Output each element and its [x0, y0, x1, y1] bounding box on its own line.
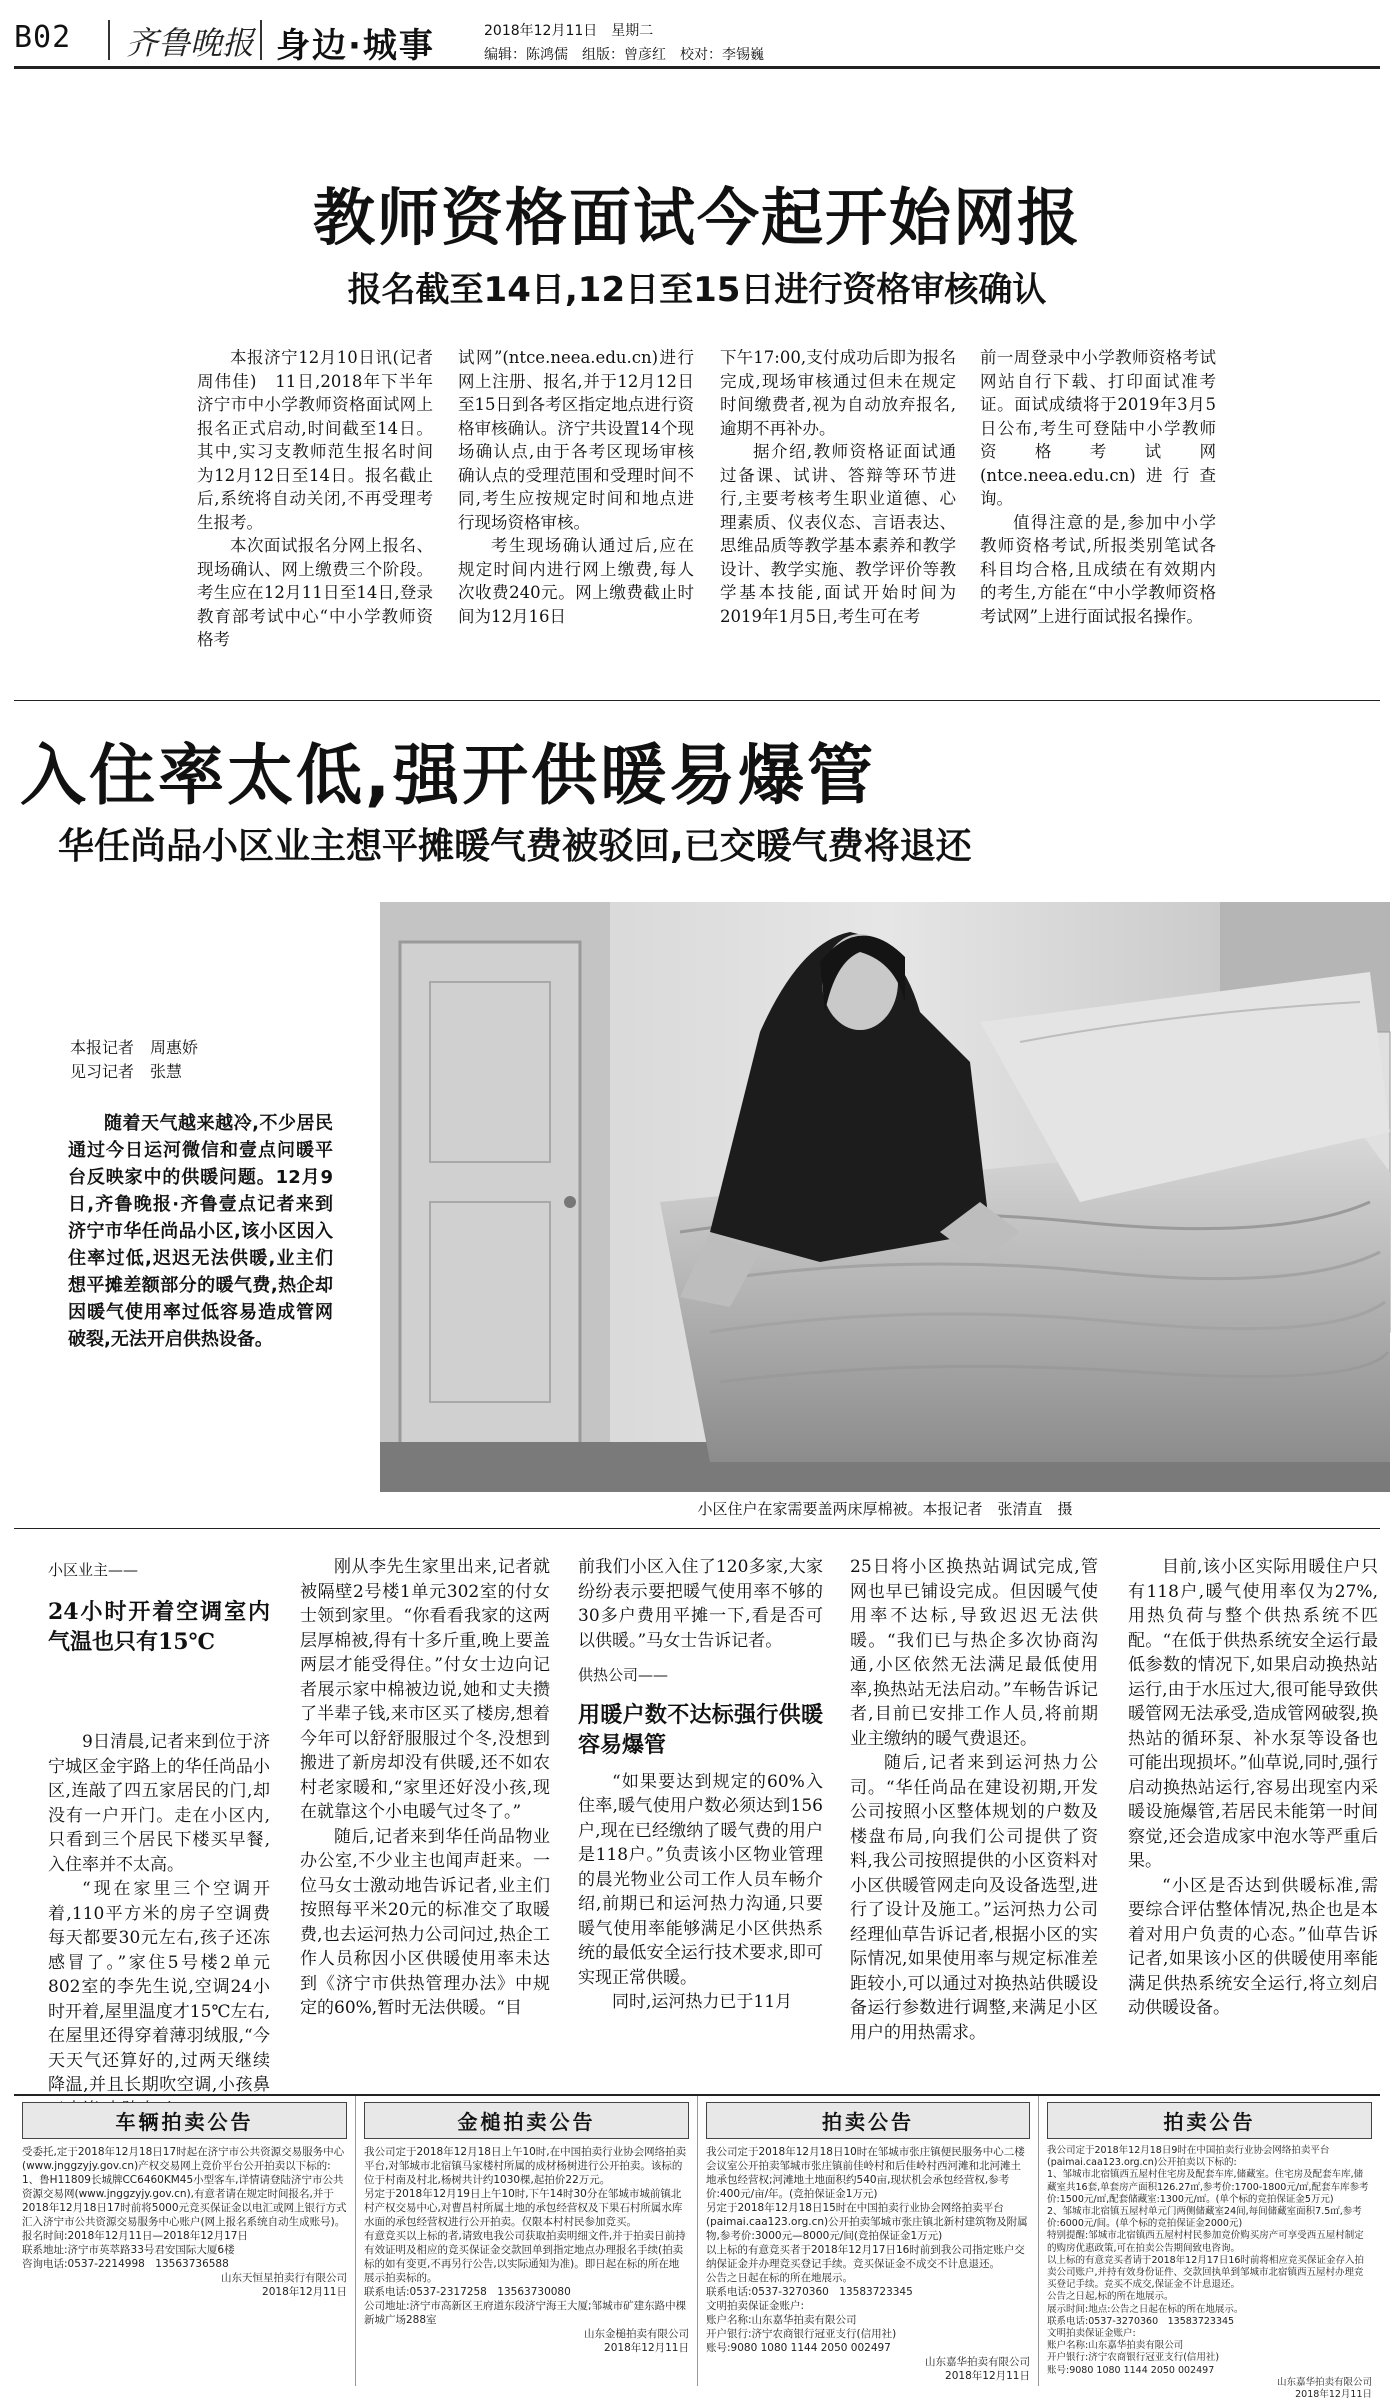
subheadline-heating: 用暖户数不达标强行供暖容易爆管 [578, 1701, 823, 1758]
article2-headline: 入住率太低,强开供暖易爆管 [20, 737, 877, 814]
photo-caption: 小区住户在家需要盖两床厚棉被。本报记者 张清直 摄 [697, 1500, 1073, 1518]
paragraph: 本报济宁12月10日讯(记者 周伟佳) 11日,2018年下半年济宁市中小学教师资格面试网上报名正式启动,时间截至14日。其中,实习支教师范生报名时间为12月12日至14日。报名截止后,系统将自动关闭,不再受理考生报考。 [197, 348, 450, 532]
byline-intern: 见习记者 张慧 [70, 1062, 183, 1081]
article2-column-3 [578, 1555, 823, 2015]
paragraph: 目前,该小区实际用暖住户只有118户,暖气使用率仅为27%,用热负荷与整个供热系统不匹配。“在低于供热系统安全运行最低参数的情况下,如果启动换热站运行,由于水压过大,很可能导致供暖管网无法承受,造成管网破裂,换热站的循环泵、补水泵等设备也可能出现损坏。”仙草说,同时,强行启动换热站运行,容易出现室内采暖设施爆管,若居民未能第一时间察觉,还会造成家中泡水等严重后果。 [1128, 1557, 1378, 1871]
notice-line: 账号:9080 1080 1144 2050 002497 [706, 2342, 891, 2354]
article1-column-2 [458, 346, 694, 628]
notice-line: 2018年12月11日 [1295, 2389, 1372, 2401]
article1-column-4 [980, 346, 1216, 628]
header-rule [14, 66, 1380, 69]
notice-line: 我公司定于2018年12月18日10时在邹城市张庄镇便民服务中心二楼会议室公开拍卖邹城市张庄镇前佳岭村和后佳岭村西河滩和北河滩土地承包经营权;河滩地土地面积约540亩,现状机会承包经营权,参考价:400元/亩/年。(竞拍保证金1万元) [706, 2146, 1025, 2200]
notice-line: 联系电话:0537-3270360 13583723345 [706, 2286, 913, 2298]
photo-illustration [380, 902, 1390, 1492]
paragraph: 25日将小区换热站调试完成,管网也早已铺设完成。但因暖气使用率不达标,导致迟迟无法供暖。“我们已与热企多次协商沟通,小区依然无法满足最低使用率,换热站无法启动。”车畅告诉记者,目前已安排工作人员,将前期业主缴纳的暖气费退还。 [850, 1557, 1098, 1749]
notice-line: 1、邹城市北宿镇西五屋村住宅房及配套车库,储藏室。住宅房及配套车库,储藏室共16套,单套房产面积126.27㎡,参考价:1700-1800元/㎡,配套车库参考价:1500元/㎡,配套储藏室:1300元/㎡。(单个标的竞拍保证金5万元) [1047, 2169, 1369, 2205]
subheadline-owner: 24小时开着空调室内气温也只有15℃ [48, 1598, 270, 1655]
notice-line: 受委托,定于2018年12月18日17时起在济宁市公共资源交易服务中心(www.jnggzyjy.gov.cn)产权交易网上竞价平台公开拍卖以下标的: [22, 2146, 345, 2172]
notice-jinchui-auction [356, 2096, 698, 2386]
notice-line: 开户银行:济宁农商银行冠亚支行(信用社) [706, 2328, 897, 2340]
masthead-divider [260, 20, 262, 60]
paragraph: 考生现场确认通过后,应在规定时间内进行网上缴费,每人次收费240元。网上缴费截止时间为12月16日 [458, 536, 694, 626]
page-number: B02 [14, 20, 72, 55]
paragraph: “现在家里三个空调开着,110平方米的房子空调费每天都要30元左右,孩子还冻感冒了。”家住5号楼2单元802室的李先生说,空调24小时开着,屋里温度才15℃左右,在屋里还得穿着薄羽绒服,“今天天气还算好的,过两天继续降温,并且长期吹空调,小孩鼻 [48, 1879, 270, 2095]
article2-subheadline: 华任尚品小区业主想平摊暖气费被驳回,已交暖气费将退还 [58, 826, 972, 867]
auction-notices [14, 2094, 1380, 2401]
paragraph: 值得注意的是,参加中小学教师资格考试,所报类别笔试各科目均合格,且成绩在有效期内的考生,方能在“中小学教师资格考试网”上进行面试报名操作。 [980, 512, 1216, 626]
byline-reporter: 本报记者 周惠娇 [70, 1038, 199, 1057]
paragraph: 下午17:00,支付成功后即为报名完成,现场审核通过但未在规定时间缴费者,视为自动放弃报名,逾期不再补办。 [720, 348, 956, 438]
notice-line: 山东天恒星拍卖行有限公司 [221, 2272, 347, 2284]
paragraph: “小区是否达到供暖标准,需要综合评估整体情况,热企也是本着对用户负责的心态。”仙草告诉记者,如果该小区的供暖使用率能满足供热系统安全运行,将立刻启动供暖设备。 [1128, 1875, 1378, 2018]
notice-auction-3 [698, 2096, 1039, 2386]
article1-column-1 [197, 346, 450, 652]
notice-line: 山东金槌拍卖有限公司 [584, 2328, 689, 2340]
notice-line: 以上标的有意竞买者于2018年12月17日16时前到我公司指定账户交纳保证金并办理竞买登记手续。竞买保证金不成交不计息退还。 [706, 2244, 1025, 2270]
paragraph: 试网”(ntce.neea.edu.cn)进行网上注册、报名,并于12月12日至15日到各考区指定地点进行资格审核确认。济宁共设置14个现场确认点,由于各考区现场审核确认点的受理范围和受理时间不同,考生应按规定时间和地点进行现场资格审核。 [458, 348, 694, 532]
article1-headline: 教师资格面试今起开始网报 [312, 181, 1081, 254]
notice-vehicle-auction [14, 2096, 356, 2386]
notice-line: 2018年12月11日 [945, 2370, 1030, 2382]
notice-line: 2018年12月11日 [262, 2286, 347, 2298]
notice-line: 另定于2018年12月19日上午10时,下午14时30分在邹城市城前镇北村产权交易中心,对曹昌村所属土地的承包经营权及下果石村所属水库水面的承包经营权进行公开拍卖。仅限本村村民参加竞买。 [364, 2188, 683, 2228]
notice-line: 2、邹城市北宿镇五屋村单元门两侧储藏室24间,每间储藏室面积7.5㎡,参考价:6000元/间。(单个标的竞拍保证金2000元) [1047, 2206, 1362, 2230]
paragraph: 刚从李先生家里出来,记者就被隔壁2号楼1单元302室的付女士领到家里。“你看看我家的这两层厚棉被,得有十多斤重,晚上要盖两层才能受得住。”付女士边向记者展示家中棉被边说,她和丈夫攒了半辈子钱,来市区买了楼房,想着今年可以舒舒服服过个冬,没想到搬进了新房却没有供暖,还不如农村老家暖和,“家里还好没小孩,现在就靠这个小电暖气过冬了。” [300, 1557, 550, 1822]
notice-line: 文明拍卖保证金账户: [706, 2300, 805, 2312]
notice-body [364, 2145, 689, 2355]
paragraph: 前一周登录中小学教师资格考试网站自行下载、打印面试准考证。面试成绩将于2019年3月5日公布,考生可登陆中小学教师资格考试网(ntce.neea.edu.cn)进行查询。 [980, 348, 1216, 508]
notice-title: 金槌拍卖公告 [364, 2102, 689, 2139]
notice-line: 特别提醒:邹城市北宿镇西五屋村村民参加竞价购买房产可享受西五屋村制定的购房优惠政策,可在拍卖公告期间致电咨询。 [1047, 2230, 1364, 2254]
notice-line: 以上标的有意竞买者请于2018年12月17日16时前将相应竞买保证金存入拍卖公司账户,并持有效身份证件、交款回执单到邹城市北宿镇西五屋村办理竞买登记手续。竞买不成交,保证金不计息退还。 [1047, 2254, 1364, 2291]
page-masthead [14, 12, 1380, 70]
notice-body [22, 2145, 347, 2299]
article1-column-3 [720, 346, 956, 628]
paragraph: 前我们小区入住了120多家,大家纷纷表示要把暖气使用率不够的30多户费用平摊一下,看是否可以供暖。”马女士告诉记者。 [578, 1557, 823, 1651]
news-photo-woman-with-quilts [380, 902, 1390, 1492]
paragraph: “如果要达到规定的60%入住率,暖气使用户数必须达到156户,现在已经缴纳了暖气费的用户是118户。”负责该小区物业管理的晨光物业公司工作人员车畅介绍,前期已和运河热力沟通,只要暖气使用率能够满足小区供热系统的最低安全运行技术要求,即可实现正常供暖。 [578, 1771, 823, 1988]
article2-byline [70, 1036, 198, 1084]
notice-line: 账户名称:山东嘉华拍卖有限公司 [1047, 2340, 1184, 2352]
notice-line: 联系地址:济宁市英萃路33号君安国际大厦6楼 [22, 2244, 235, 2256]
section-divider [14, 700, 1380, 701]
notice-line: 我公司定于2018年12月18日上午10时,在中国拍卖行业协会网络拍卖平台,对邹城市北宿镇马家楼村所属的成材杨树进行公开拍卖。该标的位于村南及村北,杨树共计约1030棵,起拍价22万元。 [364, 2146, 687, 2186]
article2-column-4 [850, 1555, 1098, 2045]
owner-section-header [48, 1558, 270, 1657]
section-name: 身边·城事 [276, 26, 435, 66]
notice-line: 联系电话:0537-2317258 13563730080 [364, 2286, 571, 2298]
paragraph: 本次面试报名分网上报名、现场确认、网上缴费三个阶段。考生应在12月11日至14日,登录教育部考试中心“中小学教师资格考 [197, 536, 433, 649]
article2-column-5 [1128, 1555, 1378, 2021]
notice-line: 山东嘉华拍卖有限公司 [1276, 2376, 1372, 2388]
editors-credit: 编辑：陈鸿儒 组版：曾彦红 校对：李锡巍 [484, 47, 764, 63]
notice-auction-4 [1039, 2096, 1380, 2401]
notice-line: 展示时间:地点:公告之日起在标的所在地展示。 [1047, 2303, 1244, 2315]
notice-body [1047, 2145, 1372, 2401]
paragraph: 随后,记者来到运河热力公司。“华任尚品在建设初期,开发公司按照小区整体规划的户数及楼盘布局,向我们公司提供了资料,我公司按照提供的小区资料对小区供暖管网走向及设备选型,进行了设计及施工。”运河热力公司经理仙草告诉记者,根据小区的实际情况,如果使用率与规定标准差距较小,可以通过对换热站供暖设备运行参数进行调整,来满足小区用户的用热需求。 [850, 1753, 1098, 2043]
paragraph: 9日清晨,记者来到位于济宁城区金宇路上的华任尚品小区,连敲了四五家居民的门,却没有一户开门。走在小区内,只看到三个居民下楼买早餐,入住率并不太高。 [48, 1732, 270, 1875]
notice-line: 报名时间:2018年12月11日—2018年12月17日 [22, 2230, 248, 2242]
paragraph: 随后,记者来到华任尚品物业办公室,不少业主也闻声赶来。一位马女士激动地告诉记者,业主们按照每平米20元的标准交了取暖费,也去运河热力公司问过,热企工作人员称因小区供暖使用率未达到《济宁市供热管理办法》中规定的60%,暂时无法供暖。“目 [300, 1826, 550, 2018]
paragraph: 据介绍,教师资格证面试通过备课、试讲、答辩等环节进行,主要考核考生职业道德、心理素质、仪表仪态、言语表达、思维品质等教学基本素养和教学设计、教学实施、教学评价等教学基本技能,面试开始时间为2019年1月5日,考生可在考 [720, 442, 956, 626]
notice-line: 开户银行:济宁农商银行冠亚支行(信用社) [1047, 2352, 1220, 2364]
section-label-owner: 小区业主—— [48, 1561, 139, 1579]
notice-line: 我公司定于2018年12月18日9时在中国拍卖行业协会网络拍卖平台(paimai.caa123.org.cn)公开拍卖以下标的: [1047, 2145, 1330, 2169]
article2-column-2 [300, 1555, 550, 2021]
notice-line: 账户名称:山东嘉华拍卖有限公司 [706, 2314, 857, 2326]
notice-title: 车辆拍卖公告 [22, 2102, 347, 2139]
issue-date: 2018年12月11日 星期二 [484, 23, 654, 39]
notice-line: 咨询电话:0537-2214998 13563736588 [22, 2258, 229, 2270]
notice-line: 公告之日起在标的所在地展示。 [706, 2272, 853, 2284]
article2-lead [68, 1110, 333, 1353]
notice-line: 公告之日起,标的所在地展示。 [1047, 2291, 1174, 2303]
section-label-heating: 供热公司—— [578, 1666, 669, 1684]
article2-column-1 [48, 1730, 270, 2122]
newspaper-logo: 齐鲁晚报 [126, 24, 255, 62]
notice-line: 文明拍卖保证金账户: [1047, 2328, 1136, 2340]
notice-line: 账号:9080 1080 1144 2050 002497 [1047, 2364, 1215, 2376]
notice-line: 2018年12月11日 [604, 2342, 689, 2354]
paragraph: 同时,运河热力已于11月 [612, 1992, 793, 2012]
notice-line: 另定于2018年12月18日15时在中国拍卖行业协会网络拍卖平台(paimai.caa123.org.cn)公开拍卖邹城市张庄镇北新村建筑物及附属物,参考价:3000元—8000元/间(竞拍保证金1万元) [706, 2202, 1028, 2242]
article1-subheadline: 报名截至14日,12日至15日进行资格审核确认 [347, 270, 1047, 310]
notice-title: 拍卖公告 [706, 2102, 1030, 2139]
notice-title: 拍卖公告 [1047, 2102, 1372, 2139]
notice-line: 公司地址:济宁市高新区王府道东段济宁海王大厦;邹城市矿建东路中棵新城广场288室 [364, 2300, 687, 2326]
notice-line: 1、鲁H11809长城牌CC6460KM45小型客车,详情请登陆济宁市公共资源交易网(www.jnggzyjy.gov.cn),有意者请在规定时间报名,并于2018年12月18日17时前将5000元竞买保证金以电汇或网上银行方式汇入济宁市公共资源交易服务中心账户(网上报名系统自动生成账号)。 [22, 2174, 347, 2228]
notice-line: 联系电话:0537-3270360 13583723345 [1047, 2315, 1235, 2327]
divider [14, 1528, 1380, 1529]
notice-line: 有意竞买以上标的者,请致电我公司获取拍卖明细文件,并于拍卖日前持有效证明及相应的竞买保证金交款回单到指定地点办理报名手续(拍卖标的如有变更,不再另行公告,以实际通知为准)。即日起在标的所在地展示拍卖标的。 [364, 2230, 686, 2284]
lead-paragraph: 随着天气越来越冷,不少居民通过今日运河微信和壹点问暖平台反映家中的供暖问题。12月9日,齐鲁晚报·齐鲁壹点记者来到济宁市华任尚品小区,该小区因入住率过低,迟迟无法供暖,业主们想平摊差额部分的暖气费,热企却因暖气使用率过低容易造成管网破裂,无法开启供热设备。 [68, 1113, 333, 1350]
notice-line: 山东嘉华拍卖有限公司 [925, 2356, 1030, 2368]
masthead-divider [108, 20, 110, 60]
notice-body [706, 2145, 1030, 2383]
